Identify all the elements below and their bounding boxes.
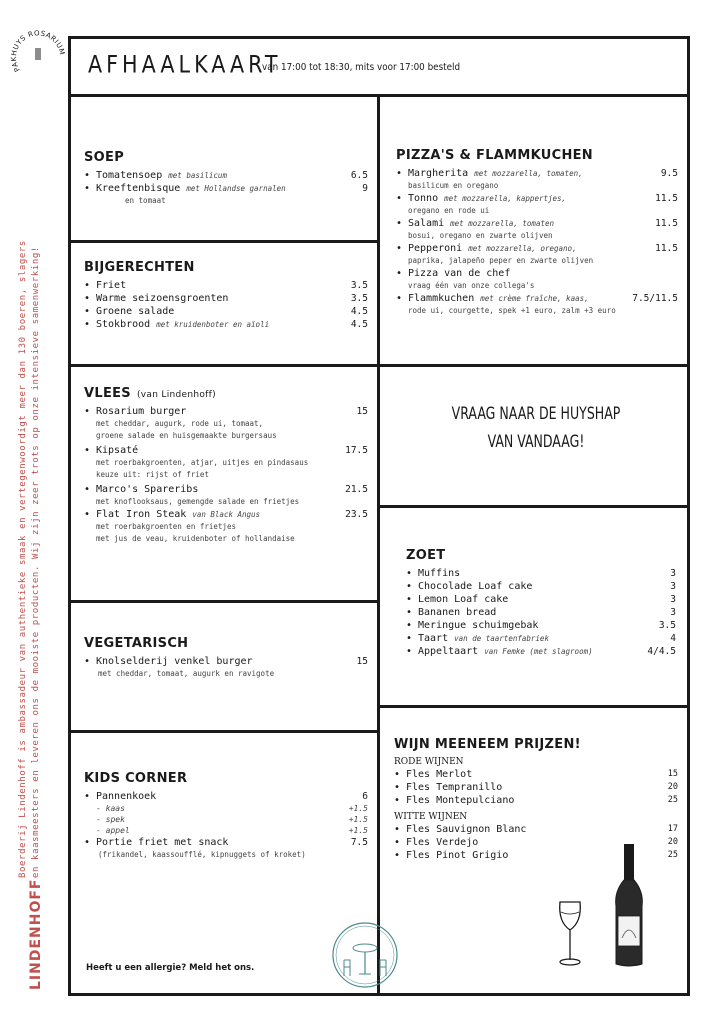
rosarium-stamp-logo [8,22,68,82]
wine-bottle-glass-illustration [548,842,668,972]
menu-item: • Fles Sauvignon Blanc 17 [394,824,678,835]
section-title: SOEP [84,150,125,165]
divider-vlees [68,600,380,603]
menu-item: • Kipsaté 17.5 [84,445,368,456]
divider-bijgerechten [68,364,380,367]
item-desc: met knoflooksaus, gemengde salade en frietjes [96,497,300,506]
item-desc: paprika, jalapeño peper en zwarte olijven [408,256,594,265]
section-title: KIDS CORNER [84,771,188,786]
item-desc: groene salade en huisgemaakte burgersaus [96,431,277,440]
menu-item: • Meringue schuimgebak 3.5 [406,620,676,631]
menu-item: • Muffins 3 [406,568,676,579]
menu-item: • Fles Pinot Grigio 25 [394,850,678,861]
section-title: VEGETARISCH [84,636,189,651]
divider-center [377,94,380,996]
brand-vertical-line-2: en kaasmeesters en leveren ons de mooiste producten. Wij zijn zeer trots op onze intensieve samenwerking! [31,246,41,878]
brand-vertical-text [17,240,43,878]
daily-special-promo [413,400,659,456]
divider-zoet [377,705,690,708]
wine-category-red: RODE WIJNEN [394,757,464,767]
item-desc: bosui, oregano en zwarte olijven [408,231,553,240]
promo-line-2: VAN VANDAAG! [487,432,585,452]
menu-item: • Appeltaart van Femke (met slagroom) 4/4.5 [406,646,676,657]
divider-soep [68,240,380,243]
item-desc: met cheddar, augurk, rode ui, tomaat, [96,419,264,428]
section-kids [84,771,368,861]
divider-vegetarisch [68,730,380,733]
divider-pizza [377,364,690,367]
menu-item: • Taart van de taartenfabriek 4 [406,633,676,644]
menu-item-kreeftenbisque: • Kreeftenbisque met Hollandse garnalen 9 [84,183,368,194]
menu-item: • Fles Verdejo 20 [394,837,678,848]
section-title: WIJN MEENEEM PRIJZEN! [394,737,581,752]
section-title: ZOET [406,548,446,563]
item-desc: met jus de veau, kruidenboter of hollandaise [96,534,295,543]
item-desc: rode ui, courgette, spek +1 euro, zalm +3 euro [408,306,616,315]
item-desc: met roerbakgroenten en frietjes [96,522,236,531]
promo-line-1: VRAAG NAAR DE HUYSHAP [451,404,621,424]
allergy-notice: Heeft u een allergie? Meld het ons. [86,963,255,973]
menu-item: • Bananen bread 3 [406,607,676,618]
stamp-text: PAKHUYS ROSARIUM [9,29,67,74]
section-title: PIZZA'S & FLAMMKUCHEN [396,148,593,163]
section-title: VLEES (van Lindenhoff) [84,386,216,401]
menu-item: • Flammkuchen met crème fraîche, kaas, 7.5/11.5 [396,293,678,304]
menu-item: • Marco's Spareribs 21.5 [84,484,368,495]
section-title: BIJGERECHTEN [84,260,195,275]
item-desc: met roerbakgroenten, atjar, uitjes en pindasaus [96,458,309,467]
section-zoet [406,548,676,658]
item-desc: (frikandel, kaassoufflé, kipnuggets of kroket) [98,850,306,859]
item-desc: met cheddar, tomaat, augurk en ravigote [98,669,275,678]
section-bijgerechten [84,260,368,331]
page-title: AFHAALKAART [88,51,282,79]
menu-subitem: - spek +1.5 [96,815,368,824]
menu-item: • Warme seizoensgroenten 3.5 [84,293,368,304]
menu-item: • Fles Montepulciano 25 [394,795,678,806]
section-vlees [84,386,368,545]
item-desc: oregano en rode ui [408,206,490,215]
menu-item: • Fles Tempranillo 20 [394,782,678,793]
menu-item: • Pannenkoek 6 [84,791,368,802]
item-desc: keuze uit: rijst of friet [96,470,209,479]
menu-item: • Knolselderij venkel burger 15 [84,656,368,667]
menu-item: • Fles Merlot 15 [394,769,678,780]
menu-item: • Friet 3.5 [84,280,368,291]
wine-category-white: WITTE WIJNEN [394,812,468,822]
menu-subitem: - kaas +1.5 [96,804,368,813]
menu-item: • Tonno met mozzarella, kappertjes, 11.5 [396,193,678,204]
divider-promo [377,505,690,508]
section-pizza [396,148,678,317]
menu-item: • Pizza van de chef [396,268,511,279]
section-soep [84,150,368,207]
item-desc: basilicum en oregano [408,181,499,190]
menu-item: • Rosarium burger 15 [84,406,368,417]
menu-item: • Stokbrood met kruidenboter en aïoli 4.5 [84,319,368,330]
brand-vertical-line-1: Boerderij Lindenhoff is ambassadeur van authentieke smaak en vertegenwoordigt meer dan 130 boeren, slagers [18,240,28,878]
menu-subitem: - appel +1.5 [96,826,368,835]
menu-item: • Lemon Loaf cake 3 [406,594,676,605]
bistro-table-logo [330,920,400,990]
section-vegetarisch [84,636,368,680]
menu-item: • Salami met mozzarella, tomaten 11.5 [396,218,678,229]
lindenhoff-logo-text: LINDENHOFF [28,878,44,990]
item-desc: en tomaat [125,196,166,205]
menu-item: • Portie friet met snack 7.5 [84,837,368,848]
menu-item: • Groene salade 4.5 [84,306,368,317]
menu-item: • Margherita met mozzarella, tomaten, 9.5 [396,168,678,179]
item-desc: vraag één van onze collega's [408,281,535,290]
page-subtitle: van 17:00 tot 18:30, mits voor 17:00 besteld [262,62,461,73]
menu-item: • Pepperoni met mozzarella, oregano, 11.5 [396,243,678,254]
menu-item: • Flat Iron Steak van Black Angus 23.5 [84,509,368,520]
menu-item: • Chocolade Loaf cake 3 [406,581,676,592]
menu-item-tomatensoep: • Tomatensoep met basilicum 6.5 [84,170,368,181]
